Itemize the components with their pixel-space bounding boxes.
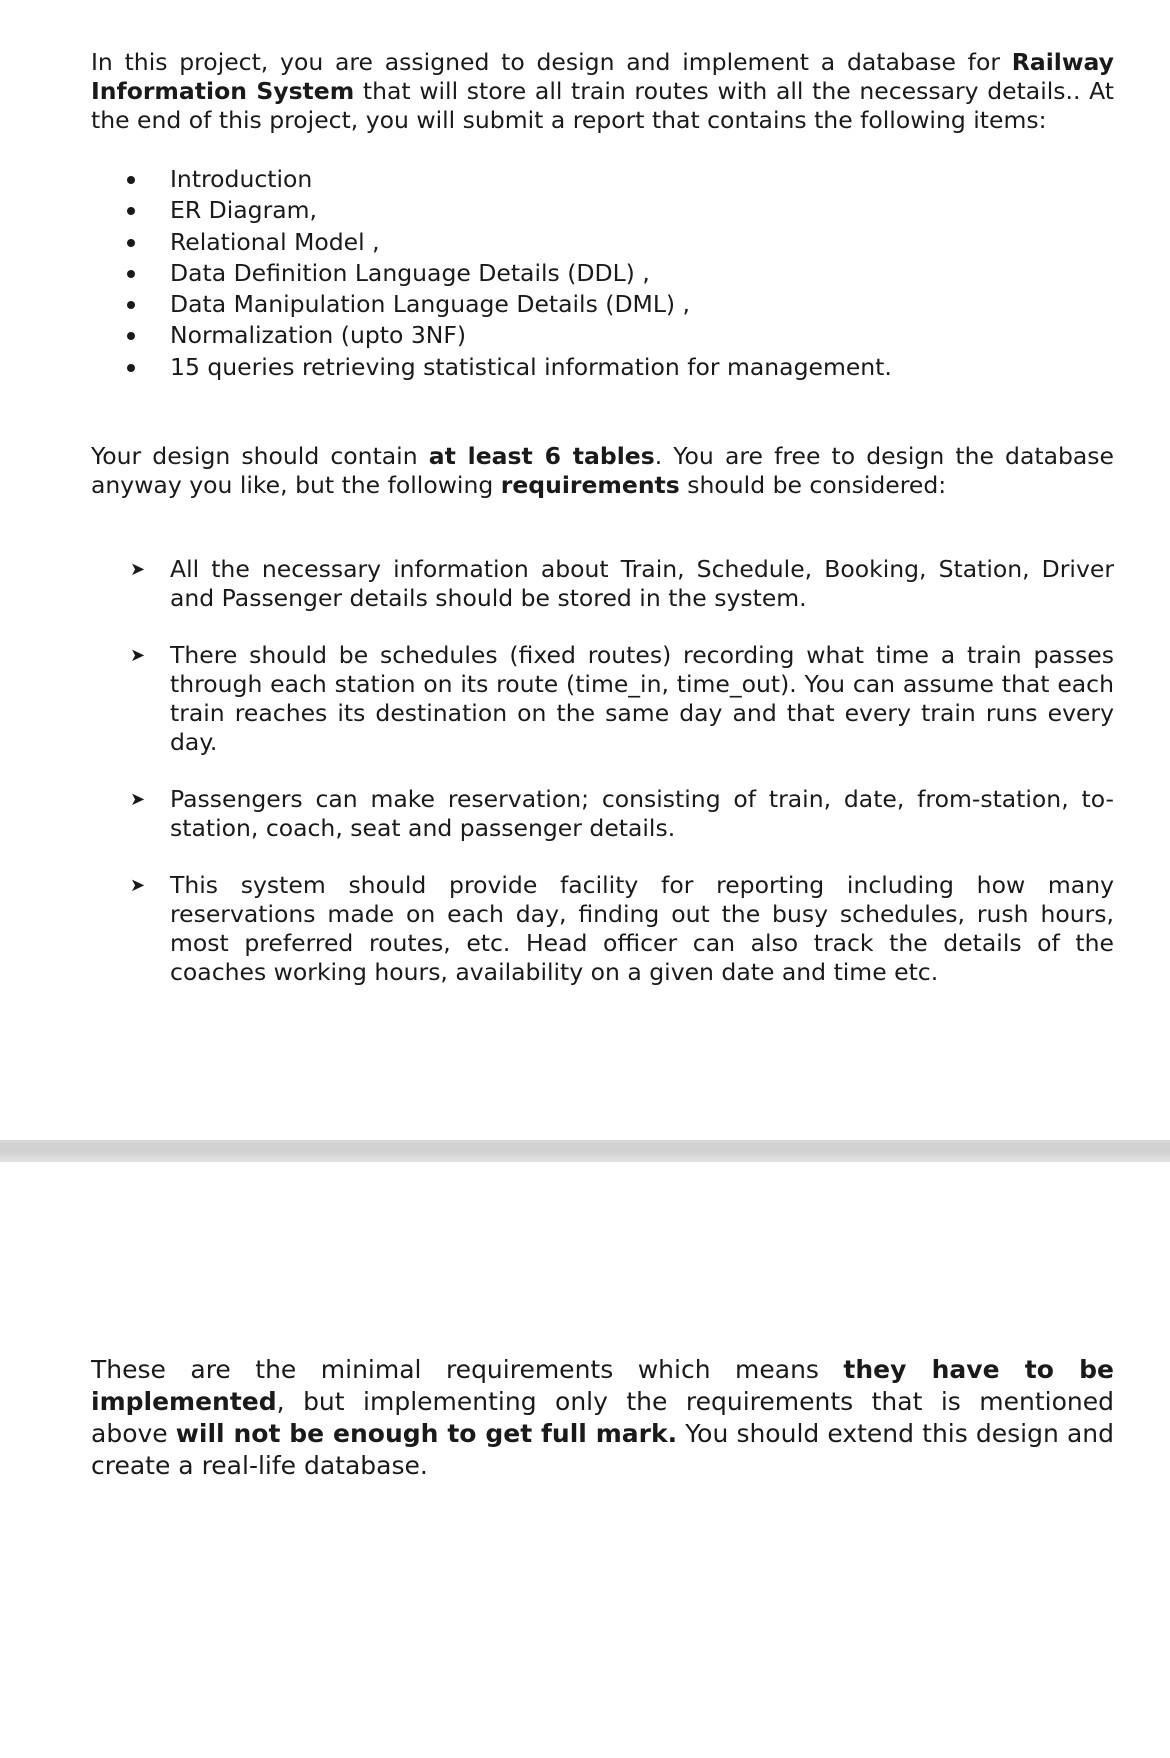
list-item [91,871,1114,987]
intro-text-2: that will store all train routes with all the necessary details.. At the end of this project, you will submit a report that contains the following items: [91,77,1115,134]
req-intro-requirements-word: requirements [500,471,680,499]
list-item-text: Relational Model , [170,227,380,256]
requirements-list [91,555,1114,1015]
arrow-bullet-icon: ➤ [130,559,146,580]
requirement-text: All the necessary information about Train, Schedule, Booking, Station, Driver and Passenger details should be stored in the system. [170,555,1114,612]
list-item [91,320,1114,351]
list-item [91,785,1114,843]
closing-text-1: These are the minimal requirements which means [91,1355,844,1384]
requirement-text: This system should provide facility for reporting including how many reservations made on each day, finding out the busy schedules, rush hours, most preferred routes, etc. Head officer can also track the details of the coaches working hours, availability on a given date and time etc. [170,871,1114,986]
list-item [91,164,1114,195]
bullet-icon [127,239,135,247]
list-item-text: Introduction [170,165,313,193]
closing-paragraph [91,1354,1114,1482]
report-items-list [91,164,1114,383]
page-break-divider [0,1140,1170,1162]
arrow-bullet-icon: ➤ [130,875,146,896]
bullet-icon [127,207,135,215]
bullet-icon [127,364,135,372]
list-item-text: ER Diagram, [170,196,318,225]
closing-text-2: , but implementing only the requirements that is mentioned above [91,1387,1114,1448]
closing-emphasis-1: they have to be implemented [91,1355,1114,1416]
bullet-icon [127,270,135,278]
req-intro-text-1: Your design should contain [91,442,429,470]
list-item [91,641,1114,757]
req-intro-text-2: . You are free to design the database anyway you like, but the following [91,442,1115,499]
list-item-text: Normalization (upto 3NF) [170,321,467,350]
closing-text-3: You should extend this design and create a real-life database. [91,1419,1114,1480]
list-item [91,555,1114,613]
intro-system-name: Railway Information System [91,48,1114,105]
list-item [91,352,1114,383]
list-item-text: Data Definition Language Details (DDL) , [170,258,650,287]
arrow-bullet-icon: ➤ [130,645,146,666]
requirements-intro-paragraph [91,442,1114,500]
requirement-text: There should be schedules (fixed routes) recording what time a train passes through each station on its route (time_in, time_out). You can assume that each train reaches its destination on the same day and that every train runs every day. [170,641,1114,756]
list-item [91,195,1114,226]
bullet-icon [127,301,135,309]
list-item [91,289,1114,320]
list-item-text: 15 queries retrieving statistical information for management. [170,352,892,381]
intro-text-1: In this project, you are assigned to design and implement a database for [91,48,1012,76]
intro-paragraph [91,48,1114,135]
req-intro-table-count: at least 6 tables [428,442,655,470]
bullet-icon [127,176,135,184]
list-item [91,258,1114,289]
closing-emphasis-2: will not be enough to get full mark. [175,1419,678,1448]
req-intro-text-3: should be considered: [679,471,947,499]
list-item-text: Data Manipulation Language Details (DML) , [170,290,691,319]
bullet-icon [127,332,135,340]
list-item [91,227,1114,258]
requirement-text: Passengers can make reservation; consisting of train, date, from-station, to-station, coach, seat and passenger details. [170,785,1114,842]
arrow-bullet-icon: ➤ [130,789,146,810]
